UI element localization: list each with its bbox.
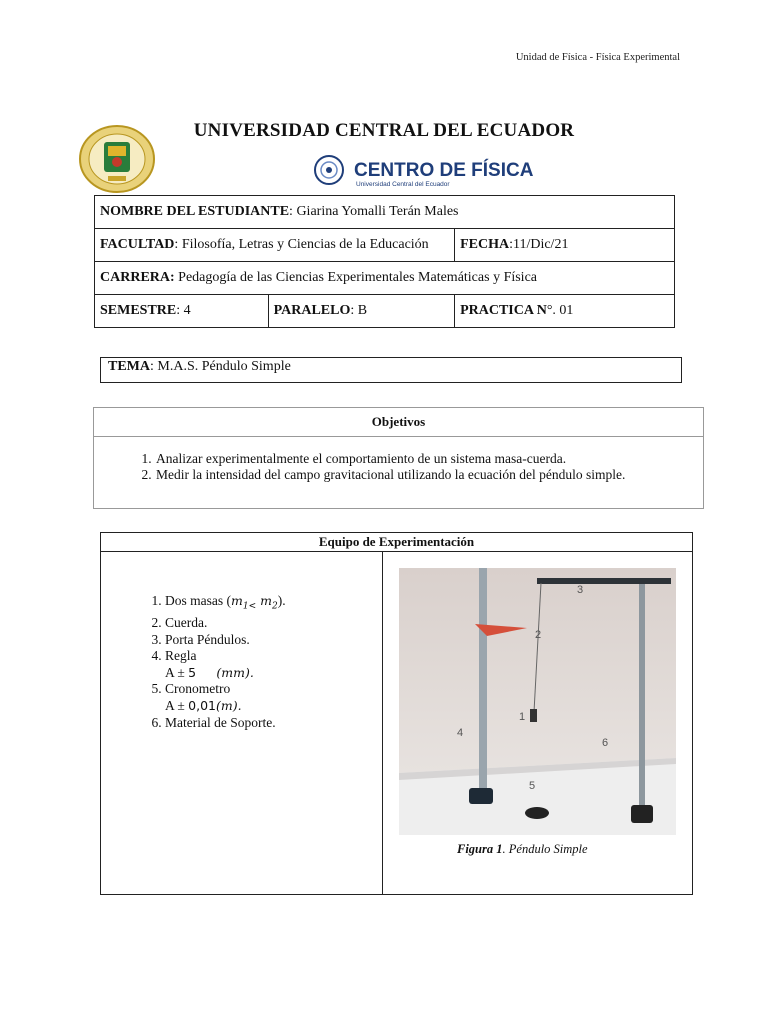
- photo-label-3: 3: [577, 584, 584, 596]
- objectives-title: Objetivos: [94, 408, 703, 437]
- objectives-list: [138, 451, 703, 483]
- tema-label: TEMA: [108, 359, 150, 374]
- photo-label-4: 4: [457, 727, 464, 739]
- student-name-label: NOMBRE DEL ESTUDIANTE: [100, 204, 290, 219]
- objectives-box: [93, 407, 704, 509]
- parallel-value: B: [357, 303, 368, 318]
- photo-label-2: 2: [535, 629, 542, 641]
- equipment-item: 2. Cuerda.: [165, 615, 286, 632]
- figure-caption: [457, 842, 588, 857]
- equipment-item-detail-prefix: A ±: [165, 664, 189, 680]
- practice-cell: PRACTICA N°. 01: [455, 295, 675, 328]
- photo-label-6: 6: [602, 737, 609, 749]
- student-name-value: Giarina Yomalli Terán Males: [296, 204, 459, 219]
- pendulum-photo: [399, 568, 676, 835]
- parallel-cell: PARALELO: B: [268, 295, 454, 328]
- equipment-divider: [382, 552, 383, 895]
- equipment-item-suffix: ).: [277, 593, 286, 608]
- faculty-label: FACULTAD: [100, 237, 175, 252]
- equipment-box: [100, 532, 693, 895]
- career-cell: [95, 262, 675, 295]
- faculty-cell: FACULTAD: Filosofía, Letras y Ciencias de la Educación: [95, 229, 455, 262]
- equipment-item-detail-prefix: A ±: [165, 698, 189, 714]
- equipment-item-detail-value: 5: [188, 664, 197, 680]
- date-cell: FECHA:11/Dic/21: [455, 229, 675, 262]
- equipment-item-text: Dos masas (: [165, 593, 231, 608]
- equipment-item-detail-unit: (m).: [216, 698, 242, 714]
- equipment-title: Equipo de Experimentación: [101, 533, 692, 552]
- equipment-item-text: Cronometro: [165, 681, 231, 697]
- right-support-pole: [639, 582, 645, 812]
- centro-de-fisica-logo-icon: [312, 150, 534, 192]
- equipment-item: 6. Material de Soporte.: [165, 715, 286, 732]
- semester-label: SEMESTRE: [100, 303, 177, 318]
- page-header-note: Unidad de Física - Física Experimental: [515, 52, 680, 63]
- equipment-list: [143, 593, 286, 731]
- floor-timer: [525, 807, 549, 819]
- pendulum-mass: [530, 709, 537, 722]
- career-label: CARRERA:: [100, 270, 175, 285]
- university-title: UNIVERSIDAD CENTRAL DEL ECUADOR: [193, 120, 575, 141]
- tema-box: TEMA: M.A.S. Péndulo Simple: [100, 357, 682, 383]
- practice-value: 01: [559, 303, 574, 318]
- equipment-item: [165, 648, 286, 681]
- objective-item: 1. Analizar experimentalmente el comportamiento de un sistema masa-cuerda.: [155, 451, 703, 467]
- left-base: [469, 788, 493, 804]
- equipment-item-text: Regla: [165, 648, 197, 664]
- faculty-value: Filosofía, Letras y Ciencias de la Educación: [181, 237, 429, 252]
- left-support-pole: [479, 568, 487, 798]
- photo-label-5: 5: [529, 780, 536, 792]
- logo-subtext: Universidad Central del Ecuador: [356, 181, 450, 188]
- objective-item: 2. Medir la intensidad del campo gravitacional utilizando la ecuación del péndulo simple.: [155, 467, 703, 483]
- equipment-item-detail-unit: (mm).: [216, 664, 254, 680]
- date-label: FECHA: [460, 237, 510, 252]
- tema-value: M.A.S. Péndulo Simple: [157, 359, 291, 374]
- equipment-item-detail-value: 0,01: [188, 698, 217, 714]
- equipment-item: [165, 681, 286, 714]
- equipment-item-math: $m_{1<}$ $m_2$: [231, 593, 278, 612]
- practice-label: PRACTICA N: [460, 303, 547, 318]
- pendulum-holder: [537, 578, 671, 584]
- figure-caption-bold: Figura 1: [457, 842, 503, 856]
- right-base: [631, 805, 653, 823]
- student-name-cell: NOMBRE DEL ESTUDIANTE: Giarina Yomalli Terán Males: [95, 196, 675, 229]
- logo-text: CENTRO DE FÍSICA: [354, 160, 534, 181]
- semester-cell: SEMESTRE: 4: [95, 295, 269, 328]
- semester-value: 4: [183, 303, 191, 318]
- career-value: Pedagogía de las Ciencias Experimentales Matemáticas y Física: [178, 270, 538, 285]
- equipment-item: 3. Porta Péndulos.: [165, 632, 286, 649]
- date-value: 11/Dic/21: [512, 237, 569, 252]
- student-info-table: [94, 195, 675, 328]
- parallel-label: PARALELO: [273, 303, 351, 318]
- photo-label-1: 1: [519, 711, 526, 723]
- equipment-item: [165, 593, 286, 615]
- figure-caption-rest: . Péndulo Simple: [502, 842, 588, 856]
